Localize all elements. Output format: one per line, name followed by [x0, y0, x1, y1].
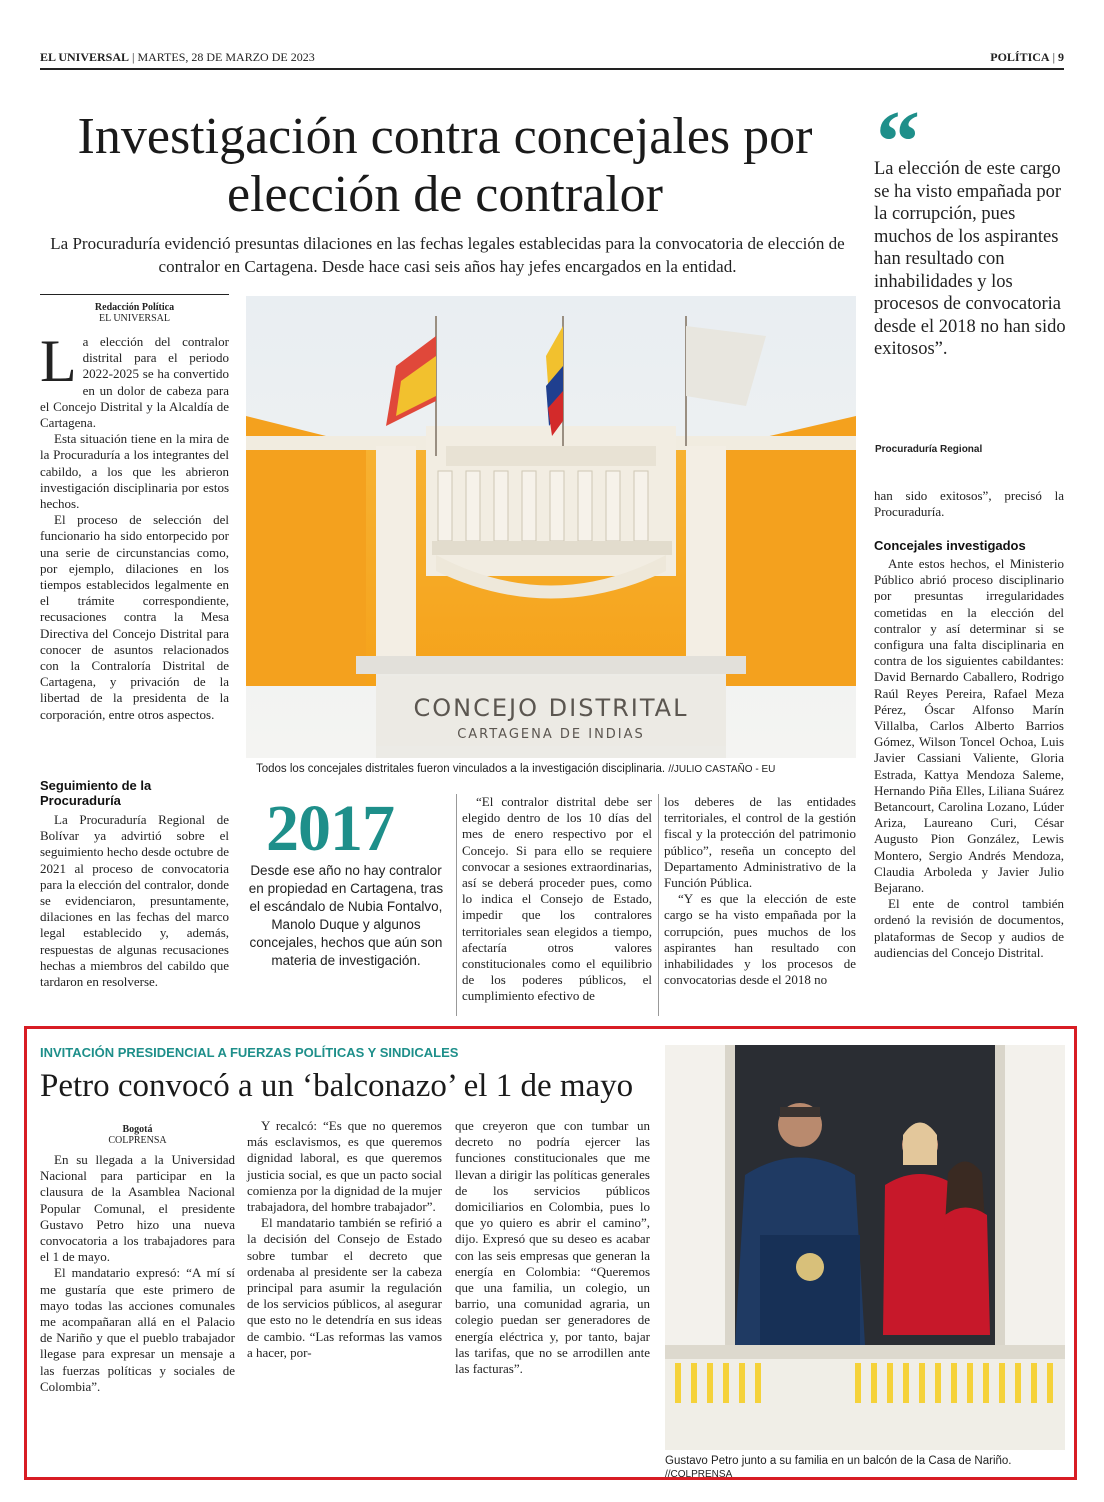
folio-left: EL UNIVERSAL | MARTES, 28 DE MARZO DE 2023 — [40, 50, 315, 64]
concejo-building-image — [246, 296, 856, 758]
page-number: 9 — [1058, 50, 1064, 64]
petro-balcony-image — [665, 1045, 1065, 1450]
factbox-year: 2017 — [266, 792, 394, 865]
issue-date: MARTES, 28 DE MARZO DE 2023 — [137, 50, 315, 64]
paragraph: que creyeron que con tumbar un decreto no podría ejercer las funciones constitucionales que me llevan a dirigir las políticas generales de los servicios públicos domiciliarios en Colombia, pues lo que yo quiero es abrir el camino”, dijo. Expresó que su deseo es acabar con las seis empresas que generan la energía en Colombia: “Queremos que una familia, un colegio, un barrio, una comunidad agraria, un colegio puedan ser generadores de energía eléctrica y, por tanto, bajar las tarifas, que no se arrodillen ante las facturas”. — [455, 1118, 650, 1377]
column-rule — [658, 794, 659, 1016]
article-column-1 — [40, 328, 229, 723]
pull-quote-source: Procuraduría Regional — [875, 444, 983, 455]
byline — [40, 302, 229, 324]
paragraph: El proceso de selección del funcionario ha sido entorpecido por una serie de circunstancias como, por ejemplo, dilaciones en los tiempos establecidos legalmente en el trámite correspondiente, recusaciones contra la Mesa Directiva del Concejo Distrital para conocer de asuntos relacionados con la Contraloría Distrital de Cartagena, y privación de la libertad de la presidenta de la corporación, entre otros aspectos. — [40, 512, 229, 722]
article-column-1b — [40, 812, 229, 990]
secondary-kicker: INVITACIÓN PRESIDENCIAL A FUERZAS POLÍTICAS Y SINDICALES — [40, 1045, 459, 1060]
photo-sign-line2: CARTAGENA DE INDIAS — [457, 727, 645, 742]
paragraph: El mandatario expresó: “A mí sí me gustaría que este primero de mayo todas las acciones comunales me acompañaran allá en el Palacio de Nariño y que el pueblo trabajador llegase para expresar un mensaje a las fuerzas políticas y sociales de Colombia”. — [40, 1265, 235, 1394]
secondary-photo — [665, 1045, 1065, 1450]
paragraph: El mandatario también se refirió a la decisión del Consejo de Estado sobre tumbar el decreto que ordenaba al presidente ser la cabeza principal para asumir la regulación de los servicios públicos, al asegurar que esto no le detendría en sus ideas de cambio. “Las reformas las vamos a hacer, por- — [247, 1215, 442, 1360]
top-rule — [40, 68, 1064, 70]
main-photo — [246, 296, 856, 758]
secondary-headline: Petro convocó a un ‘balconazo’ el 1 de mayo — [40, 1068, 634, 1104]
paragraph: Y recalcó: “Es que no queremos más esclavismos, es que queremos dignidad laboral, es que queremos justicia social, es que un pacto social comienza por la dignidad de la mujer trabajadora, del hombre trabajador”. — [247, 1118, 442, 1215]
paragraph: Esta situación tiene en la mira de la Procuraduría a los integrantes del cabildo, a los que les abrieron investigación disciplinaria por estos hechos. — [40, 431, 229, 512]
subhead-seguimiento: Seguimiento de la Procuraduría — [40, 778, 152, 808]
photo-sign-line1: CONCEJO DISTRITAL — [413, 694, 689, 722]
paragraph: han sido exitosos”, precisó la Procuraduría. — [874, 488, 1064, 520]
secondary-photo-caption — [665, 1454, 1065, 1482]
byline-place: Bogotá — [122, 1124, 153, 1135]
article-column-4 — [874, 488, 1064, 520]
byline-rule — [40, 294, 229, 295]
main-photo-caption — [256, 762, 856, 777]
paragraph: En su llegada a la Universidad Nacional para participar en la clausura de la Asamblea Nacional Popular Comunal, el presidente Gustavo Petro hizo una nueva convocatoria a los trabajadores para el 1 de mayo. — [40, 1152, 235, 1265]
photo-credit: //COLPRENSA — [665, 1469, 733, 1480]
article-column-3 — [664, 794, 856, 988]
secondary-column-3 — [455, 1118, 650, 1377]
main-headline: Investigación contra concejales por elección de contralor — [77, 108, 813, 223]
caption-text: Gustavo Petro junto a su familia en un balcón de la Casa de Nariño. — [665, 1455, 1012, 1467]
byline-outlet: EL UNIVERSAL — [98, 313, 170, 324]
column-rule — [456, 794, 457, 1016]
article-column-2 — [462, 794, 652, 1005]
paragraph: Ante estos hechos, el Ministerio Público abrió proceso disciplinario por presuntas irregularidades cometidas en la elección del contralor y así determinar si se configura una falta disciplinaria en contra de los siguientes cabildantes: David Bernardo Caballero, Rodrigo Raúl Reyes Pereira, Rafael Meza Pérez, Óscar Alfonso Marín Villalba, Carlos Alberto Barrios Gómez, Wilson Toncel Ochoa, Luis Javier Cassiani Valiente, Gloria Estrada, Kattya Mendoza Saleme, Hernando Piña Elles, Liliana Suárez Betancourt, Carolina Lozano, Lúder Ariza, Laureano Curi, César Augusto Pion González, Lewis Montero, Sergio Andrés Mendoza, Claudia Arboleda y Javier Julio Bejarano. — [874, 556, 1064, 896]
paragraph: a elección del contralor distrital para el periodo 2022-2025 se ha convertido en un dolor de cabeza para el Concejo Distrital y la Alcaldía de Cartagena. — [40, 334, 229, 431]
paragraph: “El contralor distrital debe ser elegido dentro de los 10 días del mes de enero respectivo por el Concejo. Si para ello se requiere convocar a sesiones extraordinarias, así se deberá proceder pues, como lo indica el Consejo de Estado, impedir que los contralores territoriales sean elegidos a tiempo, afectaría otros valores constitucionales como el equilibrio de los poderes públicos, el cumplimiento efectivo de — [462, 794, 652, 1004]
article-column-4b — [874, 556, 1064, 961]
drop-cap: L — [40, 328, 77, 394]
paragraph: los deberes de las entidades territoriales, el control de la gestión fiscal y la protección del patrimonio público”, reseña un concepto del Departamento Administrativo de la Función Pública. — [664, 794, 856, 891]
photo-credit: //JULIO CASTAÑO - EU — [668, 764, 776, 775]
section-name: POLÍTICA — [990, 50, 1050, 64]
newspaper-name: EL UNIVERSAL — [40, 50, 130, 64]
byline-outlet: COLPRENSA — [108, 1135, 167, 1146]
secondary-byline — [40, 1124, 235, 1146]
main-dek: La Procuraduría evidenció presuntas dilaciones en las fechas legales establecidas para la convocatoria de elección de contralor en Cartagena. Desde hace casi seis años hay jefes encargados en la entidad. — [50, 234, 845, 276]
factbox-text: Desde ese año no hay contralor en propiedad en Cartagena, tras el escándalo de Nubia Fontalvo, Manolo Duque y algunos concejales, hechos que aún son materia de investigación. — [248, 863, 444, 968]
quote-mark-icon: “ — [876, 94, 920, 191]
paragraph: La Procuraduría Regional de Bolívar ya advirtió sobre el seguimiento hecho desde octubre de 2021 al proceso de convocatoria para la elección del contralor, donde se evidenciaron, presuntamente, dilaciones en las fechas del marco legal establecido y, además, respuestas de algunas recusaciones hechas a miembros del cabildo que tardaron en resolverse. — [40, 812, 229, 990]
subhead-concejales: Concejales investigados — [874, 538, 1026, 553]
folio-right: POLÍTICA | 9 — [990, 50, 1064, 64]
paragraph: “Y es que la elección de este cargo se ha visto empañada por la corrupción, pues muchos de los aspirantes han resultado con inhabilidades y los procesos de convocatorias desde el 2018 no — [664, 891, 856, 988]
caption-text: Todos los concejales distritales fueron vinculados a la investigación disciplinaria. — [256, 763, 666, 775]
secondary-column-1 — [40, 1152, 235, 1395]
byline-name: Redacción Política — [94, 302, 175, 313]
secondary-column-2 — [247, 1118, 442, 1361]
paragraph: El ente de control también ordenó la revisión de documentos, plataformas de Secop y audios de audiencias del Concejo Distrital. — [874, 896, 1064, 960]
pull-quote: La elección de este cargo se ha visto empañada por la corrupción, pues muchos de los aspirantes han resultado con inhabilidades y los procesos de convocatoria desde el 2018 no han sido exitosos”. — [874, 159, 1066, 359]
